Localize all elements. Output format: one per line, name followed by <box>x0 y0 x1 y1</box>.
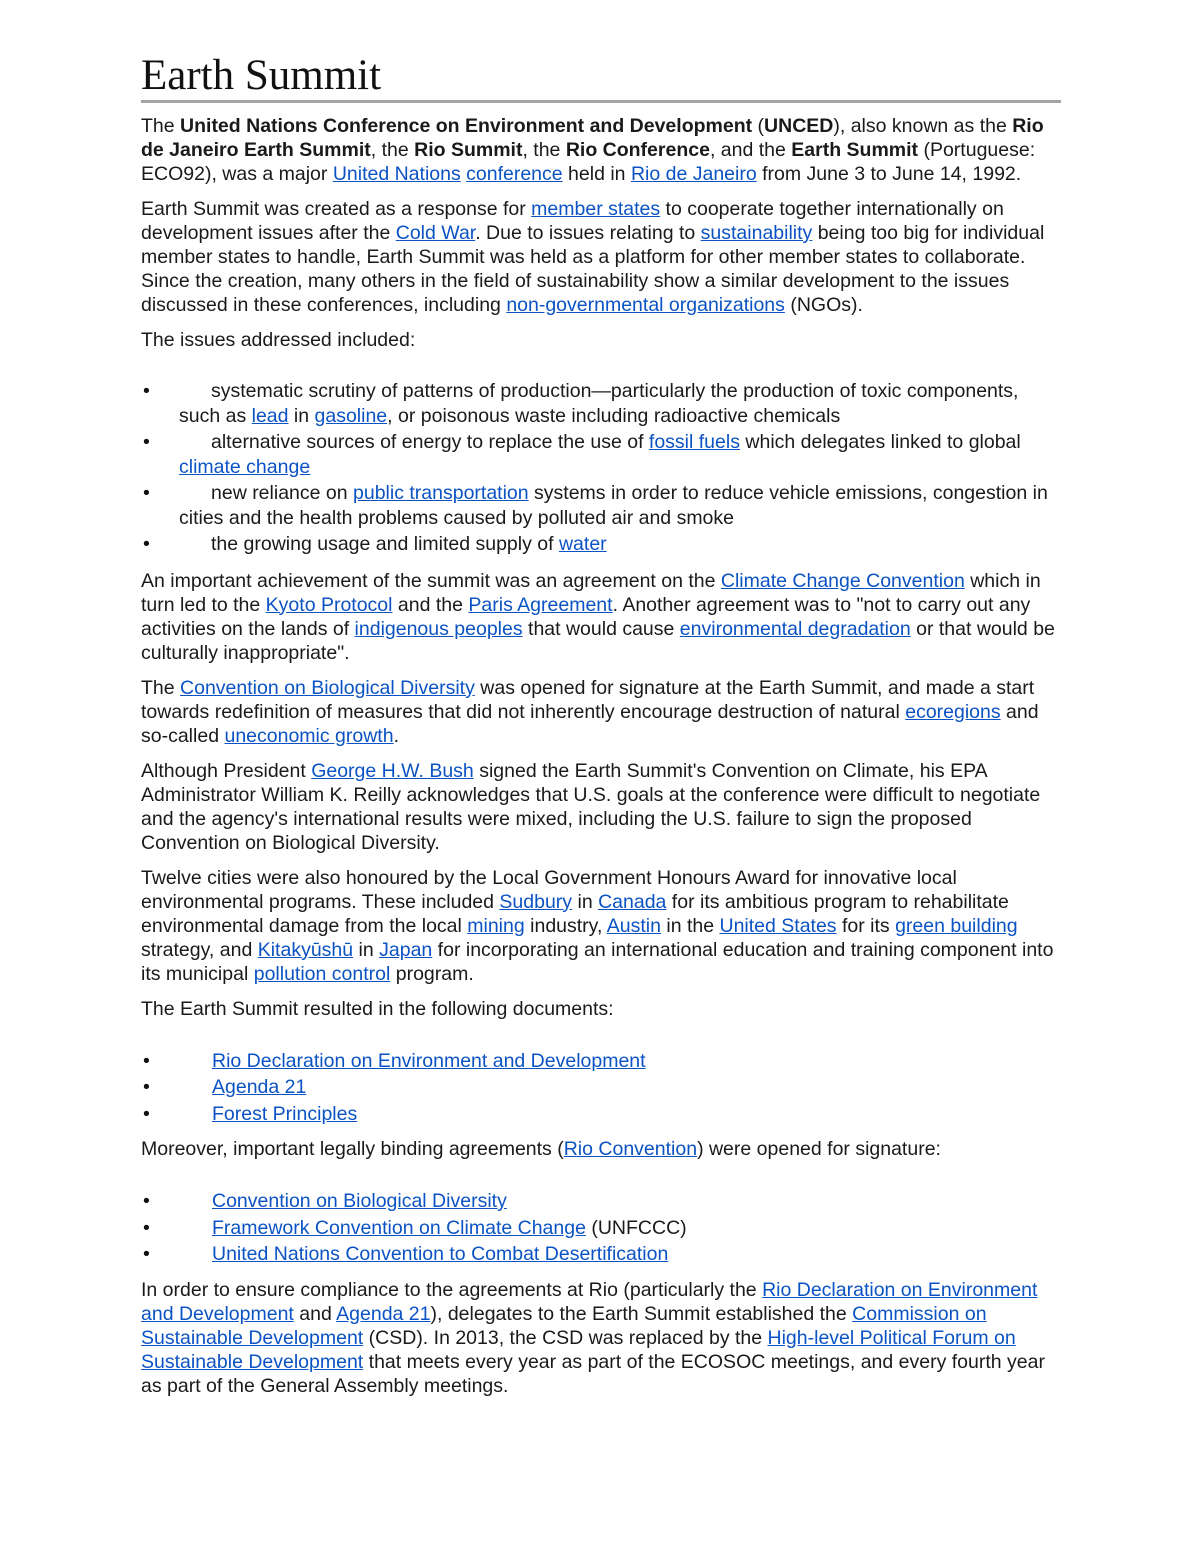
link-public-transportation[interactable]: public transportation <box>353 482 529 504</box>
list-item: • the growing usage and limited supply of water <box>141 532 1061 557</box>
link-kyoto-protocol[interactable]: Kyoto Protocol <box>265 593 393 616</box>
bold-term: UNCED <box>764 115 834 137</box>
bold-term: Rio Conference <box>565 139 710 161</box>
link-paris-agreement[interactable]: Paris Agreement <box>468 593 613 616</box>
issues-list <box>141 379 1061 557</box>
link-sudbury[interactable]: Sudbury <box>499 890 573 913</box>
bold-term: Rio Summit <box>414 139 523 161</box>
link-unccd[interactable]: United Nations Convention to Combat Desertification <box>212 1243 669 1265</box>
list-item: • alternative sources of energy to replace the use of fossil fuels which delegates linked to global climate change <box>141 430 1061 479</box>
link-canada[interactable]: Canada <box>598 890 667 913</box>
link-rio-declaration[interactable]: Rio Declaration on Environment and Development <box>212 1049 646 1072</box>
list-item: • new reliance on public transportation systems in order to reduce vehicle emissions, congestion in cities and the health problems caused by polluted air and smoke <box>141 481 1061 530</box>
bold-term: Rio de Janeiro Earth Summit <box>141 115 1044 161</box>
link-convention-biological-diversity[interactable]: Convention on Biological Diversity <box>180 676 475 699</box>
background-paragraph: Earth Summit was created as a response for member states to cooperate together internationally on development issues after the Cold War. Due to issues relating to sustainability being too big for individual member states to handle, Earth Summit was held as a platform for other member states to collaborate. Since the creation, many others in the field of sustainability show a similar development to the issues discussed in these conferences, including non-governmental organizations (NGOs). <box>141 198 1045 316</box>
link-water[interactable]: water <box>558 533 607 555</box>
agreements-list <box>141 1188 1061 1268</box>
link-sustainability[interactable]: sustainability <box>700 222 813 244</box>
link-indigenous-peoples[interactable]: indigenous peoples <box>354 617 523 640</box>
link-hlpf[interactable]: High-level Political Forum on Sustainable Development <box>141 1326 1016 1373</box>
link-forest-principles[interactable]: Forest Principles <box>212 1102 358 1125</box>
link-rio-de-janeiro[interactable]: Rio de Janeiro <box>630 163 757 185</box>
list-item <box>141 1074 1061 1101</box>
cities-paragraph: Twelve cities were also honoured by the Local Government Honours Award for innovative local environmental programs. These included Sudbury in Canada for its ambitious program to rehabilitate environmental damage from the local mining industry, Austin in the United States for its green building strategy, and Kitakyūshū in Japan for incorporating an international education and training component into its municipal pollution control program. <box>141 866 1054 985</box>
link-climate-change[interactable]: climate change <box>179 455 311 478</box>
link-csd[interactable]: Commission on Sustainable Development <box>141 1302 987 1349</box>
link-agenda-21-2[interactable]: Agenda 21 <box>336 1302 431 1325</box>
link-cold-war[interactable]: Cold War <box>395 222 476 244</box>
link-conference[interactable]: conference <box>466 163 563 185</box>
documents-intro: The Earth Summit resulted in the following documents: <box>141 997 614 1020</box>
link-climate-change-convention[interactable]: Climate Change Convention <box>720 569 965 592</box>
page-title: Earth Summit <box>141 52 1061 103</box>
link-rio-convention[interactable]: Rio Convention <box>563 1138 698 1160</box>
link-agenda-21[interactable]: Agenda 21 <box>212 1076 307 1098</box>
link-gasoline[interactable]: gasoline <box>314 404 388 427</box>
link-mining[interactable]: mining <box>467 914 525 937</box>
link-united-nations[interactable]: United Nations <box>332 163 461 185</box>
link-uneconomic-growth[interactable]: uneconomic growth <box>224 724 394 747</box>
list-item <box>141 1048 1061 1075</box>
link-unfccc[interactable]: Framework Convention on Climate Change <box>212 1216 586 1239</box>
list-item: • Framework Convention on Climate Change (UNFCCC) <box>141 1215 1061 1242</box>
bush-paragraph: Although President George H.W. Bush signed the Earth Summit's Convention on Climate, his EPA Administrator William K. Reilly acknowledges that U.S. goals at the conference were difficult to negotiate and the agency's international results were mixed, including the U.S. failure to sign the proposed Convention on Biological Diversity. <box>141 759 1041 854</box>
link-fossil-fuels[interactable]: fossil fuels <box>648 431 740 453</box>
achievement-paragraph: An important achievement of the summit was an agreement on the Climate Change Convention which in turn led to the Kyoto Protocol and the Paris Agreement. Another agreement was to "not to carry out any activities on the lands of indigenous peoples that would cause environmental degradation or that would be culturally inappropriate". <box>141 569 1055 664</box>
bold-term: Earth Summit <box>791 139 919 161</box>
link-kitakyushu[interactable]: Kitakyūshū <box>257 938 354 961</box>
link-united-states[interactable]: United States <box>719 914 837 937</box>
link-green-building[interactable]: green building <box>895 914 1018 937</box>
link-ecoregions[interactable]: ecoregions <box>905 700 1001 723</box>
compliance-paragraph: In order to ensure compliance to the agreements at Rio (particularly the Rio Declaration on Environment and Development and Agenda 21), delegates to the Earth Summit established the Commission on Sustainable Development (CSD). In 2013, the CSD was replaced by the High-level Political Forum on Sustainable Development that meets every year as part of the ECOSOC meetings, and every fourth year as part of the General Assembly meetings. <box>141 1278 1045 1397</box>
link-environmental-degradation[interactable]: environmental degradation <box>679 617 911 640</box>
list-item: • systematic scrutiny of patterns of production—particularly the production of toxic components, such as lead in gasoline, or poisonous waste including radioactive chemicals <box>141 379 1061 428</box>
link-ngos[interactable]: non-governmental organizations <box>506 294 785 316</box>
link-rio-declaration-2[interactable]: Rio Declaration on Environment and Development <box>141 1278 1038 1325</box>
link-japan[interactable]: Japan <box>379 938 433 961</box>
list-item <box>141 1101 1061 1128</box>
intro-paragraph: The United Nations Conference on Environment and Development (UNCED), also known as the Rio de Janeiro Earth Summit, the Rio Summit, the Rio Conference, and the Earth Summit (Portuguese: ECO92), was a major United Nations conference held in Rio de Janeiro from June 3 to June 14, 1992. <box>141 115 1044 185</box>
agreements-intro: Moreover, important legally binding agreements (Rio Convention) were opened for signature: <box>141 1138 941 1160</box>
issues-intro: The issues addressed included: <box>141 329 416 351</box>
list-item <box>141 1188 1061 1215</box>
link-member-states[interactable]: member states <box>531 198 661 220</box>
document-page <box>141 52 1061 1398</box>
biodiversity-paragraph: The Convention on Biological Diversity was opened for signature at the Earth Summit, and made a start towards redefinition of measures that did not inherently encourage destruction of natural ecoregions and so-called uneconomic growth. <box>141 676 1039 747</box>
bold-term: United Nations Conference on Environment and Development <box>180 115 753 137</box>
list-item <box>141 1241 1061 1268</box>
link-pollution-control[interactable]: pollution control <box>253 962 391 985</box>
link-george-hw-bush[interactable]: George H.W. Bush <box>311 759 474 782</box>
documents-list <box>141 1048 1061 1128</box>
link-cbd[interactable]: Convention on Biological Diversity <box>212 1190 507 1212</box>
link-austin[interactable]: Austin <box>606 914 661 937</box>
link-lead[interactable]: lead <box>251 404 289 427</box>
